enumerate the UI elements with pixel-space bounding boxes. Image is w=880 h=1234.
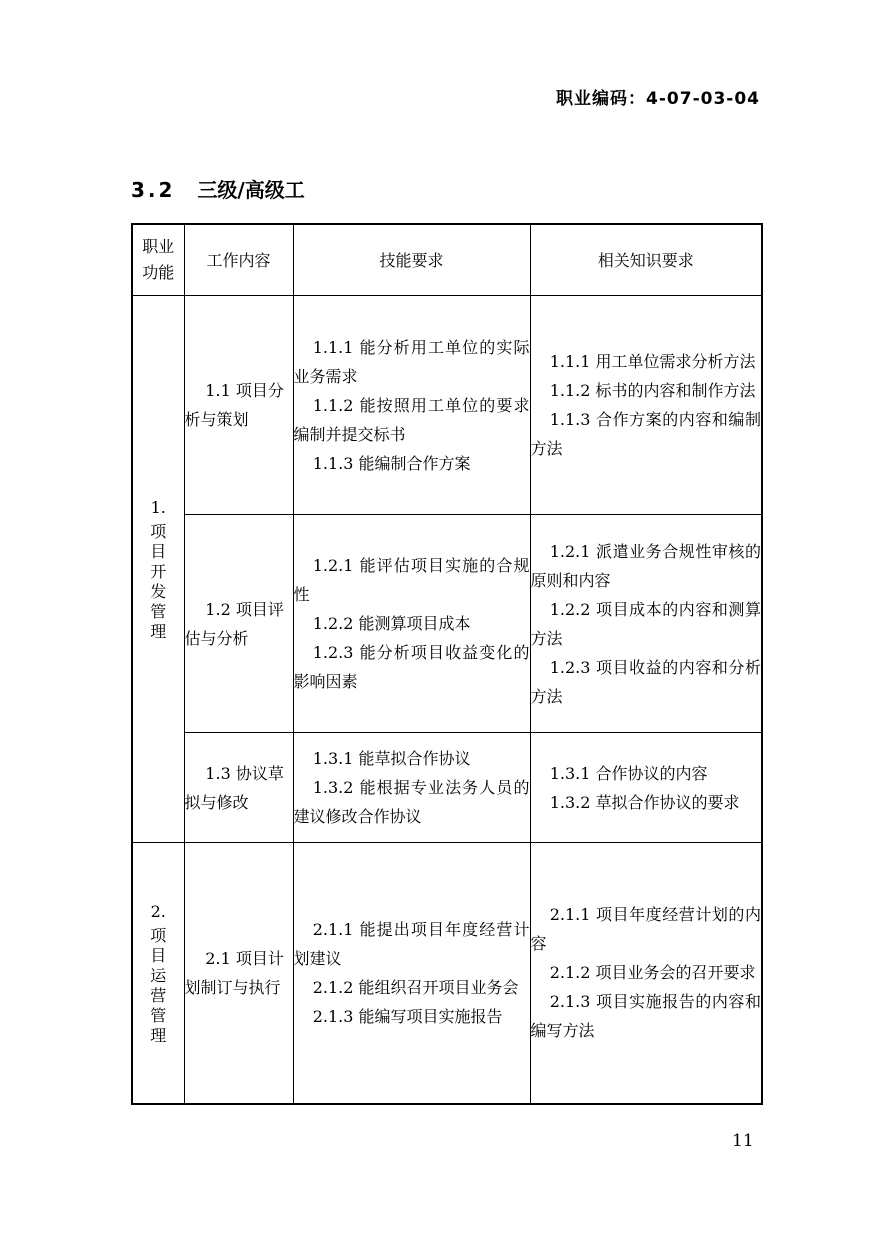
function-name (133, 522, 184, 642)
skill-item: 1.2.2 能测算项目成本 (312, 614, 471, 633)
knowledge-item: 1.3.1 合作协议的内容 (549, 763, 708, 783)
work-content-text: 1.3 协议草拟与修改 (184, 763, 284, 812)
function-char: 管 (150, 1005, 167, 1025)
work-content-cell (184, 733, 293, 843)
function-char: 理 (150, 622, 167, 641)
header-function-line1: 职业 (142, 237, 175, 256)
function-name (133, 926, 184, 1046)
work-content-text: 1.1 项目分析与策划 (184, 381, 284, 429)
job-code-header: 职业编码：4-07-03-04 (556, 89, 760, 109)
skill-cell (293, 515, 530, 733)
skill-item: 2.1.2 能组织召开项目业务会 (312, 977, 519, 997)
skill-item: 1.2.1 能评估项目实施的合规性 (293, 556, 530, 604)
function-char: 项 (150, 925, 167, 945)
function-char: 发 (150, 582, 167, 601)
page-number: 11 (732, 1131, 754, 1151)
skill-cell (293, 733, 530, 843)
table-row (132, 733, 762, 843)
header-skill-requirements: 技能要求 (293, 224, 530, 296)
skill-item: 1.1.3 能编制合作方案 (312, 453, 471, 473)
knowledge-item: 1.1.2 标书的内容和制作方法 (549, 381, 756, 400)
skill-item: 2.1.3 能编写项目实施报告 (312, 1006, 503, 1026)
table-row (132, 515, 762, 733)
work-content-text: 2.1 项目计划制订与执行 (184, 948, 284, 997)
table-row (132, 296, 762, 515)
header-work-content: 工作内容 (184, 224, 293, 296)
table-header-row (132, 224, 762, 296)
skill-item: 1.3.2 能根据专业法务人员的建议修改合作协议 (293, 778, 530, 826)
section-heading (131, 174, 305, 203)
knowledge-item: 1.2.3 项目收益的内容和分析方法 (530, 657, 761, 706)
knowledge-cell (530, 843, 762, 1104)
work-content-text: 1.2 项目评估与分析 (184, 599, 284, 648)
function-char: 营 (150, 985, 167, 1005)
function-char: 理 (150, 1025, 167, 1045)
knowledge-cell (530, 515, 762, 733)
skill-cell (293, 296, 530, 515)
knowledge-item: 1.1.3 合作方案的内容和编制方法 (530, 410, 761, 458)
section-number: 3.2 (131, 178, 176, 202)
skills-table (131, 223, 763, 1105)
section-title: 三级/高级工 (197, 178, 305, 202)
header-knowledge-requirements: 相关知识要求 (530, 224, 762, 296)
knowledge-item: 2.1.3 项目实施报告的内容和编写方法 (530, 992, 761, 1041)
function-char: 运 (150, 965, 167, 985)
knowledge-cell (530, 296, 762, 515)
knowledge-cell (530, 733, 762, 843)
work-content-cell (184, 843, 293, 1104)
skill-item: 1.1.2 能按照用工单位的要求编制并提交标书 (293, 395, 530, 444)
function-number: 2. (150, 901, 166, 921)
knowledge-item: 2.1.2 项目业务会的召开要求 (549, 963, 756, 983)
function-number: 1. (150, 498, 166, 517)
work-content-cell (184, 296, 293, 515)
skill-item: 2.1.1 能提出项目年度经营计划建议 (293, 919, 530, 968)
knowledge-item: 1.3.2 草拟合作协议的要求 (549, 792, 740, 812)
header-function-line2: 功能 (142, 263, 175, 282)
function-cell (132, 296, 184, 843)
skill-item: 1.1.1 能分析用工单位的实际业务需求 (293, 337, 530, 386)
function-char: 开 (150, 562, 167, 581)
knowledge-item: 2.1.1 项目年度经营计划的内容 (530, 905, 761, 954)
function-char: 目 (150, 945, 167, 965)
skill-cell (293, 843, 530, 1104)
knowledge-item: 1.2.2 项目成本的内容和测算方法 (530, 599, 761, 648)
function-char: 项 (150, 522, 167, 541)
skill-item: 1.3.1 能草拟合作协议 (312, 749, 471, 768)
function-cell (132, 843, 184, 1104)
header-function (132, 224, 184, 296)
knowledge-item: 1.1.1 用工单位需求分析方法 (549, 352, 756, 371)
skill-item: 1.2.3 能分析项目收益变化的影响因素 (293, 643, 530, 691)
function-char: 目 (150, 542, 167, 561)
knowledge-item: 1.2.1 派遣业务合规性审核的原则和内容 (530, 541, 761, 590)
table-row (132, 843, 762, 1104)
work-content-cell (184, 515, 293, 733)
function-char: 管 (150, 602, 167, 621)
